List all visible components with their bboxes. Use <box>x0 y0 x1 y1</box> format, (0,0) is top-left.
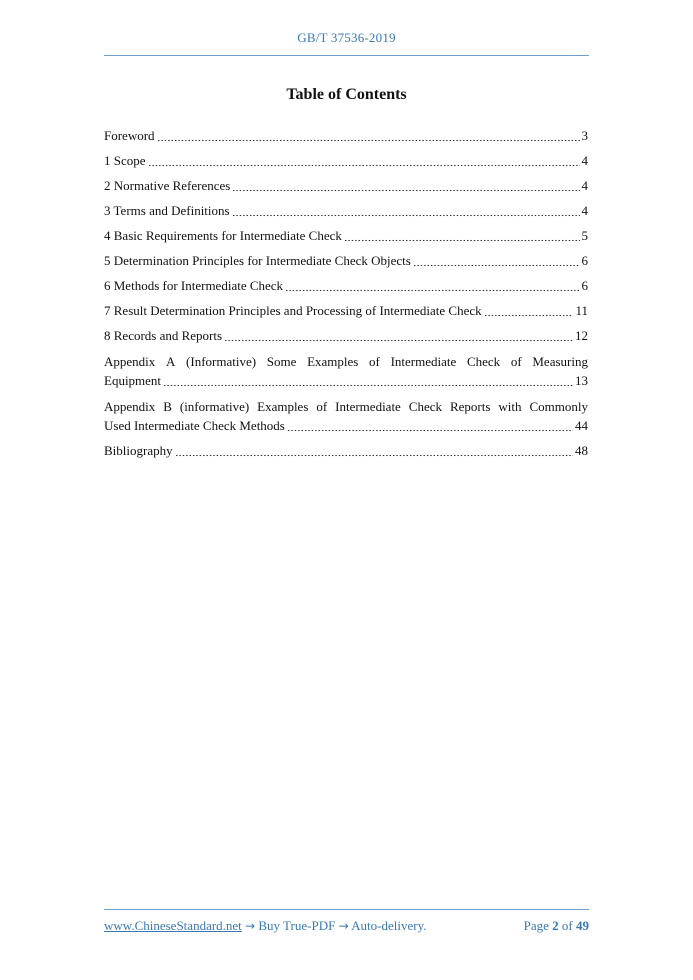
toc-word: of <box>316 399 328 414</box>
toc-entry-title-continuation: Used Intermediate Check Methods <box>104 418 285 433</box>
toc-entry-methods[interactable] <box>104 270 588 295</box>
toc-word: Commonly <box>529 399 588 414</box>
toc-entry-title-line1 <box>104 352 588 371</box>
dot-leader <box>285 276 579 295</box>
toc-entry-appendix-b[interactable] <box>104 390 588 435</box>
toc-entry-title-line2 <box>104 371 588 390</box>
toc-entry-title: Foreword <box>104 128 155 143</box>
page-of-label: of <box>561 918 573 933</box>
toc-word: A <box>165 354 176 369</box>
toc-word: Reports <box>449 399 491 414</box>
table-of-contents <box>104 120 588 460</box>
toc-entry-page: 12 <box>575 328 588 343</box>
toc-entry-bibliography[interactable] <box>104 435 588 460</box>
toc-word: Examples <box>307 354 359 369</box>
footer-buy-text: Buy True-PDF <box>258 918 336 933</box>
toc-entry-page: 11 <box>575 303 588 318</box>
toc-word: Check <box>408 399 442 414</box>
footer-promo <box>104 918 427 934</box>
toc-entry-title: 3 Terms and Definitions <box>104 203 230 218</box>
page-total: 49 <box>576 918 589 933</box>
toc-word: (informative) <box>179 399 250 414</box>
toc-entry-title: 8 Records and Reports <box>104 328 223 343</box>
dot-leader <box>413 251 580 270</box>
website-link[interactable]: www.ChineseStandard.net <box>104 918 242 933</box>
toc-word: Intermediate <box>390 354 457 369</box>
toc-entry-page: 3 <box>581 128 588 143</box>
dot-leader <box>484 301 574 320</box>
footer-delivery-text: Auto-delivery. <box>351 918 427 933</box>
toc-word: of <box>369 354 380 369</box>
toc-entry-page: 4 <box>581 153 588 168</box>
toc-word: Measuring <box>532 354 588 369</box>
page-number <box>524 918 589 934</box>
page-current: 2 <box>552 918 559 933</box>
header-divider <box>104 55 589 56</box>
toc-entry-normative-references[interactable] <box>104 170 588 195</box>
toc-word: Some <box>266 354 297 369</box>
toc-entry-basic-requirements[interactable] <box>104 220 588 245</box>
toc-entry-page: 48 <box>575 443 588 458</box>
toc-entry-result-determination[interactable] <box>104 295 588 320</box>
toc-entry-title: 1 Scope <box>104 153 146 168</box>
toc-entry-determination-principles[interactable] <box>104 245 588 270</box>
toc-entry-scope[interactable] <box>104 145 588 170</box>
page-label: Page <box>523 918 549 933</box>
toc-entry-title: 7 Result Determination Principles and Processing of Intermediate Check <box>104 303 482 318</box>
page-footer <box>104 918 589 934</box>
toc-entry-page: 5 <box>581 228 588 243</box>
toc-entry-page: 6 <box>581 278 588 293</box>
toc-word: Check <box>466 354 501 369</box>
dot-leader <box>287 416 573 435</box>
arrow-right-icon: → <box>245 919 256 933</box>
dot-leader <box>232 176 579 195</box>
dot-leader <box>232 201 580 220</box>
toc-entry-title: 2 Normative References <box>104 178 231 193</box>
toc-word: of <box>510 354 522 369</box>
toc-entry-records-reports[interactable] <box>104 320 588 345</box>
toc-entry-appendix-a[interactable] <box>104 345 588 390</box>
dot-leader <box>344 226 580 245</box>
toc-word: B <box>163 399 172 414</box>
dot-leader <box>224 326 573 345</box>
dot-leader <box>163 371 573 390</box>
toc-entry-title-line2 <box>104 416 588 435</box>
toc-entry-title: Bibliography <box>104 443 173 458</box>
dot-leader <box>175 441 573 460</box>
toc-entry-title: 4 Basic Requirements for Intermediate Check <box>104 228 342 243</box>
toc-entry-title: 6 Methods for Intermediate Check <box>104 278 284 293</box>
toc-word: with <box>498 399 522 414</box>
arrow-right-icon: → <box>338 919 349 933</box>
running-header: GB/T 37536-2019 <box>297 30 396 45</box>
toc-word: Appendix <box>104 399 156 414</box>
toc-word: (Informative) <box>186 354 257 369</box>
dot-leader <box>157 126 580 145</box>
page-title: Table of Contents <box>286 86 407 103</box>
footer-divider <box>104 909 589 910</box>
toc-entry-terms-definitions[interactable] <box>104 195 588 220</box>
toc-entry-foreword[interactable] <box>104 120 588 145</box>
toc-entry-page: 4 <box>581 203 588 218</box>
toc-entry-title: 5 Determination Principles for Intermediate Check Objects <box>104 253 411 268</box>
toc-entry-page: 13 <box>575 373 588 388</box>
toc-word: Appendix <box>104 354 156 369</box>
toc-entry-title-continuation: Equipment <box>104 373 162 388</box>
toc-word: Examples <box>257 399 309 414</box>
toc-entry-title-line1 <box>104 397 588 416</box>
dot-leader <box>148 151 580 170</box>
toc-entry-page: 4 <box>581 178 588 193</box>
toc-word: Intermediate <box>335 399 401 414</box>
toc-entry-page: 44 <box>575 418 588 433</box>
toc-entry-page: 6 <box>581 253 588 268</box>
